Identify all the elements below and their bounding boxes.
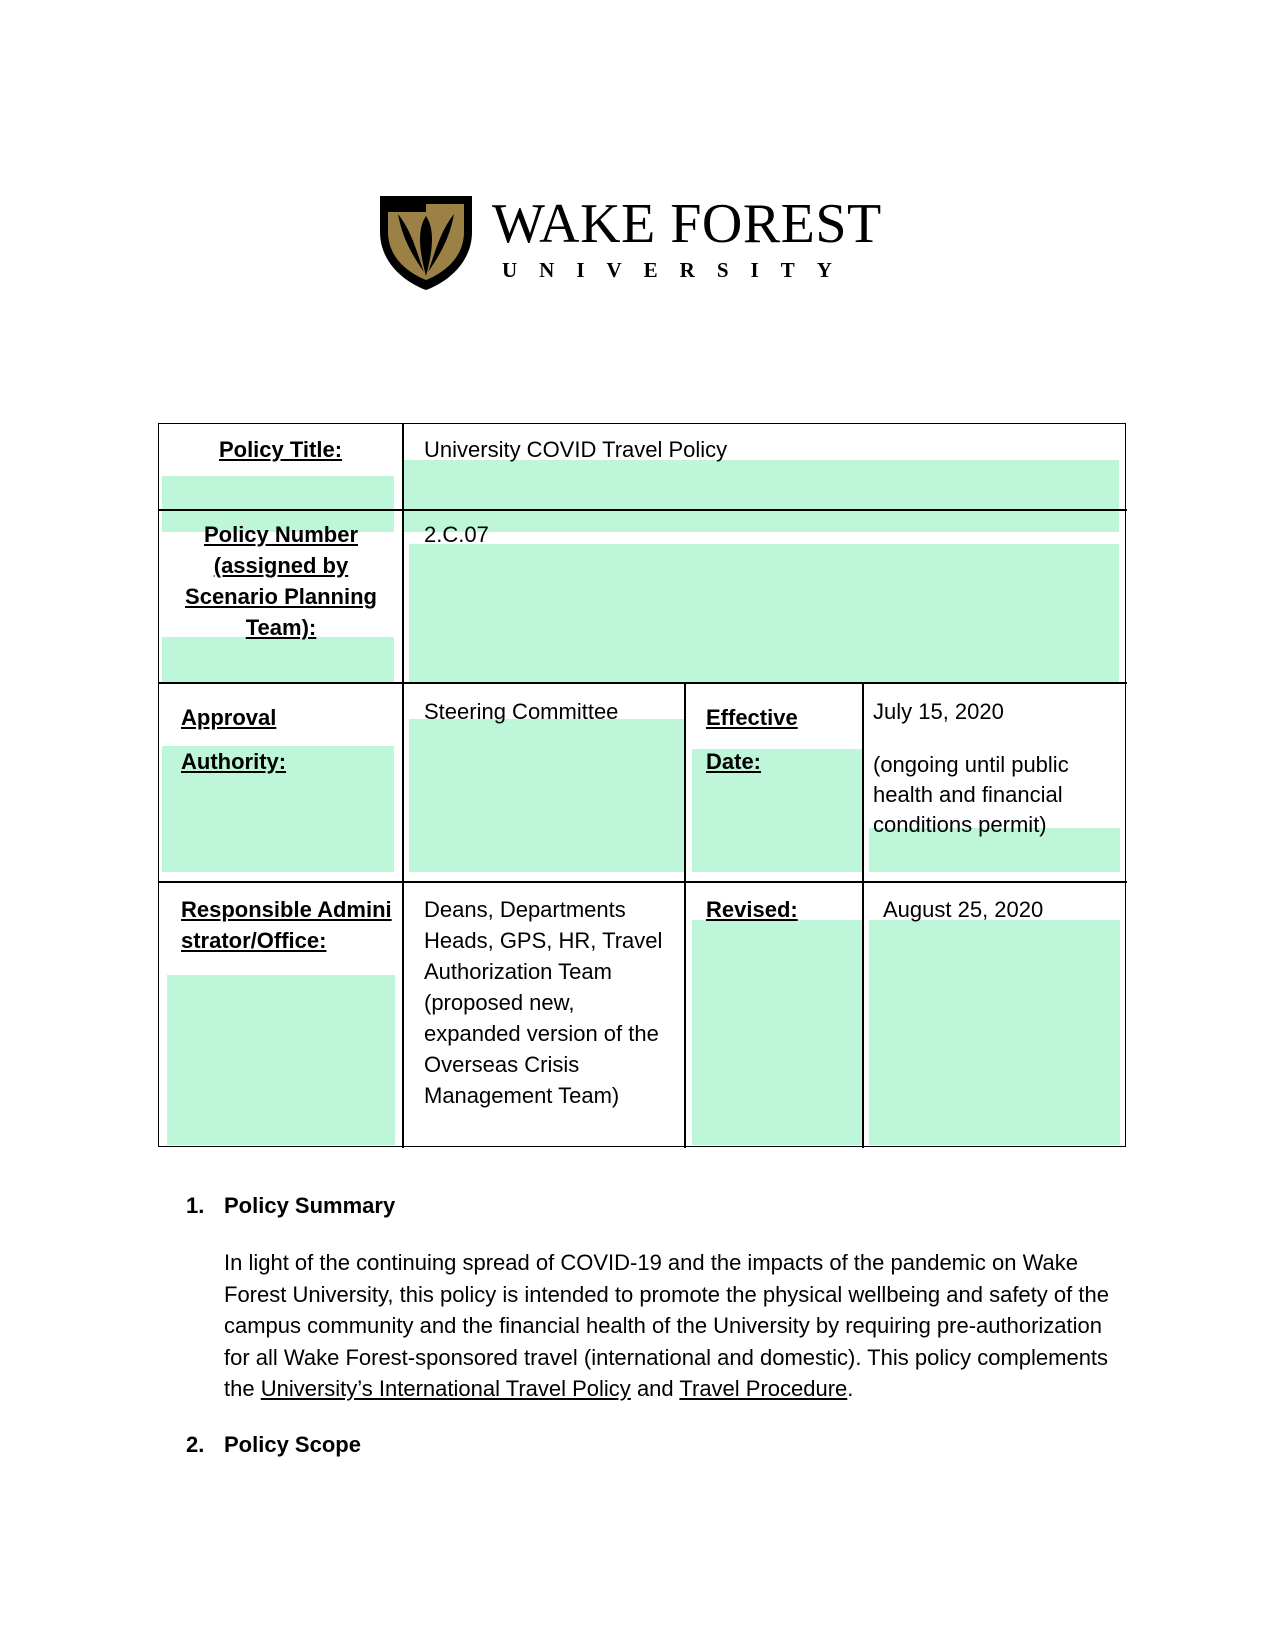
responsible-office-value: Deans, Departments Heads, GPS, HR, Travel Authorization Team (proposed new, expanded version of the Overseas Crisis Management Team)	[424, 897, 663, 1108]
summary-period: .	[847, 1376, 854, 1401]
international-travel-policy-link[interactable]: University’s International Travel Policy	[260, 1376, 631, 1401]
responsible-office-label: Responsible Administrator/Office:	[181, 897, 392, 953]
policy-number-label: Policy Number (assigned by Scenario Planning Team):	[185, 522, 377, 640]
revised-value: August 25, 2020	[883, 897, 1044, 922]
revised-label: Revised:	[706, 897, 798, 922]
effective-date-note: (ongoing until public health and financial conditions permit)	[873, 752, 1069, 837]
approval-authority-value: Steering Committee	[424, 699, 619, 724]
policy-number-value: 2.C.07	[424, 522, 489, 547]
logo-subtitle: UNIVERSITY	[502, 258, 854, 282]
effective-date-value: July 15, 2020	[873, 699, 1004, 724]
policy-title-value: University COVID Travel Policy	[424, 437, 728, 462]
logo-wordmark: WAKE FOREST	[492, 193, 882, 255]
policy-info-table	[158, 423, 1126, 1147]
summary-text-and: and	[636, 1376, 674, 1401]
effective-date-label: Effective Date:	[706, 705, 798, 774]
section-1-title: Policy Summary	[224, 1193, 396, 1218]
section-1-number: 1.	[186, 1193, 205, 1218]
section-2-title: Policy Scope	[224, 1432, 361, 1457]
shield-icon	[376, 192, 476, 292]
approval-authority-label: Approval Authority:	[181, 705, 287, 774]
summary-text: In light of the continuing spread of COVID-19 and the impacts of the pandemic on Wake Forest University, this policy is intended to promote the physical wellbeing and safety of the campus community and the financial health of the University by requiring pre-authorization for all Wake Forest-sponsored travel (international and domestic). This policy complements the	[224, 1250, 1109, 1401]
policy-title-label: Policy Title:	[218, 437, 343, 462]
policy-summary-paragraph	[224, 1247, 1129, 1405]
university-logo	[376, 192, 882, 292]
travel-procedure-link[interactable]: Travel Procedure	[679, 1376, 848, 1401]
section-2-number: 2.	[186, 1432, 205, 1457]
